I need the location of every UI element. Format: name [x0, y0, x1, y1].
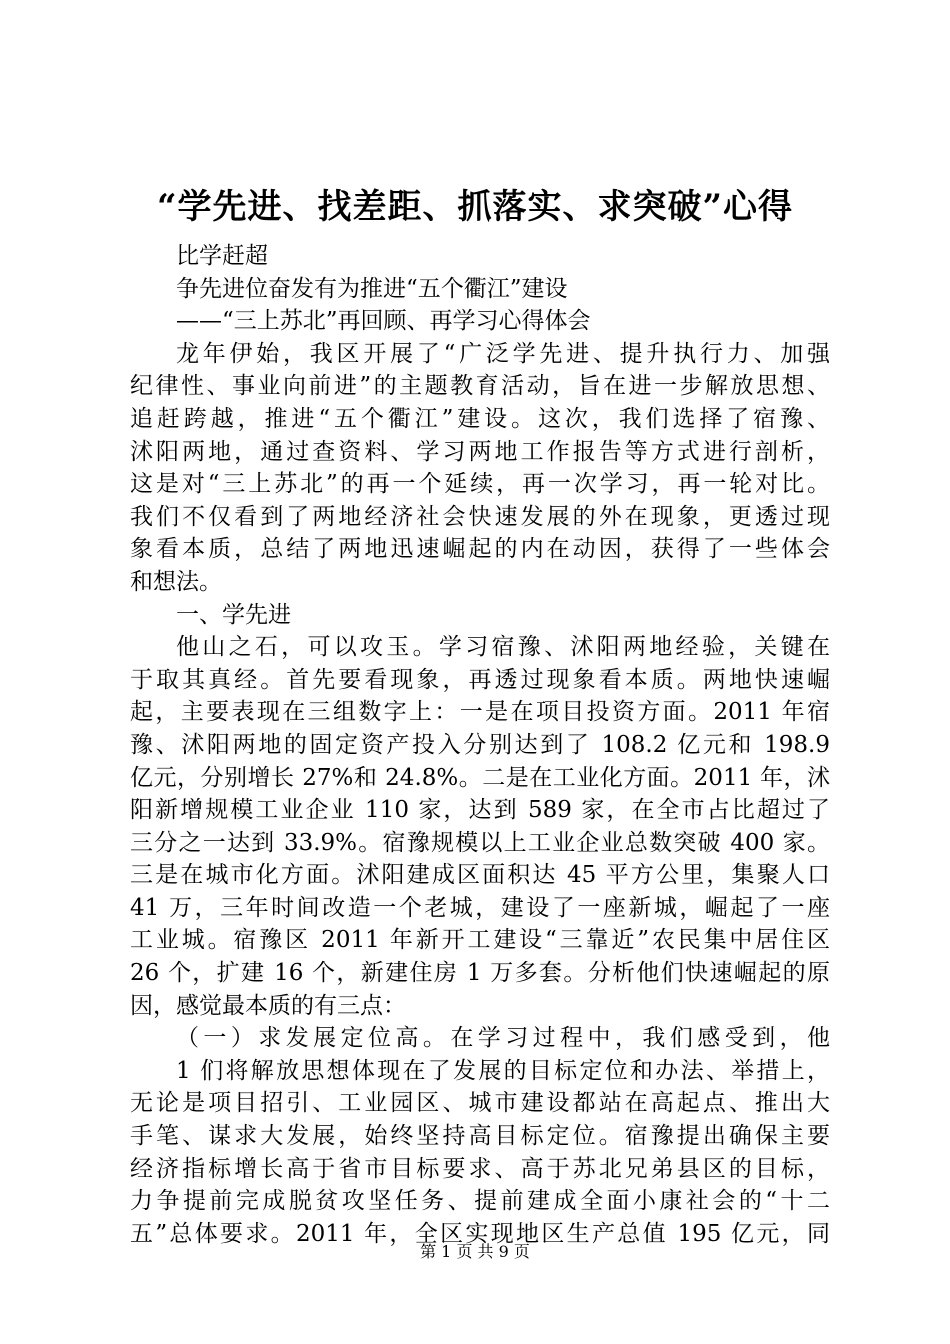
text-line: 象看本质，总结了两地迅速崛起的内在动因，获得了一些体会 — [130, 536, 830, 563]
text-line: 1 们将解放思想体现在了发展的目标定位和办法、举措上， — [176, 1057, 830, 1084]
text-line: 比学赶超 — [176, 243, 268, 269]
text-line: ——“三上苏北”再回顾、再学习心得体会 — [176, 308, 591, 335]
page-footer: 第 1 页 共 9 页 — [420, 1242, 530, 1261]
text-line: 一、学先进 — [176, 601, 291, 628]
text-line: 因，感觉最本质的有三点： — [130, 992, 406, 1019]
text-line: 26 个，扩建 16 个，新建住房 1 万多套。分析他们快速崛起的原 — [130, 960, 830, 987]
text-line: 追赶跨越，推进“五个衢江”建设。这次，我们选择了宿豫、 — [130, 405, 830, 432]
text-line: 五”总体要求。2011 年，全区实现地区生产总值 195 亿元，同 — [130, 1220, 830, 1247]
text-line: 起，主要表现在三组数字上：一是在项目投资方面。2011 年宿 — [130, 699, 830, 726]
text-line: 纪律性、事业向前进”的主题教育活动，旨在进一步解放思想、 — [130, 373, 830, 400]
document-body — [130, 240, 830, 1250]
text-line: 经济指标增长高于省市目标要求、高于苏北兄弟县区的目标， — [130, 1155, 830, 1182]
text-line: 这是对“三上苏北”的再一个延续，再一次学习，再一轮对比。 — [130, 471, 830, 498]
text-line: 三是在城市化方面。沭阳建成区面积达 45 平方公里，集聚人口 — [130, 862, 830, 889]
text-line: 亿元，分别增长 27%和 24.8%。二是在工业化方面。2011 年，沭 — [130, 764, 830, 791]
text-line: 工业城。宿豫区 2011 年新开工建设“三靠近”农民集中居住区 — [130, 927, 830, 954]
text-line: 三分之一达到 33.9%。宿豫规模以上工业企业总数突破 400 家。 — [130, 829, 830, 856]
text-line: 力争提前完成脱贫攻坚任务、提前建成全面小康社会的“十二 — [130, 1188, 830, 1215]
text-line: 沭阳两地，通过查资料、学习两地工作报告等方式进行剖析， — [130, 438, 830, 465]
text-line: 无论是项目招引、工业园区、城市建设都站在高起点、推出大 — [130, 1090, 830, 1117]
document-title: “学先进、找差距、抓落实、求突破”心得 — [156, 187, 794, 227]
text-line: 他山之石，可以攻玉。学习宿豫、沭阳两地经验，关键在 — [176, 634, 830, 661]
text-line: 争先进位奋发有为推进“五个衢江”建设 — [176, 275, 568, 302]
text-line: 我们不仅看到了两地经济社会快速发展的外在现象，更透过现 — [130, 503, 830, 530]
text-line: 和想法。 — [130, 568, 222, 595]
text-line: （一）求发展定位高。在学习过程中，我们感受到，他 — [176, 1025, 830, 1052]
text-line: 手笔、谋求大发展，始终坚持高目标定位。宿豫提出确保主要 — [130, 1123, 830, 1150]
text-line: 龙年伊始，我区开展了“广泛学先进、提升执行力、加强 — [176, 340, 830, 367]
text-line: 于取其真经。首先要看现象，再透过现象看本质。两地快速崛 — [130, 666, 830, 693]
text-line: 阳新增规模工业企业 110 家，达到 589 家，在全市占比超过了 — [130, 797, 830, 824]
text-line: 41 万，三年时间改造一个老城，建设了一座新城，崛起了一座 — [130, 894, 830, 921]
text-line: 豫、沭阳两地的固定资产投入分别达到了 108.2 亿元和 198.9 — [130, 731, 830, 758]
